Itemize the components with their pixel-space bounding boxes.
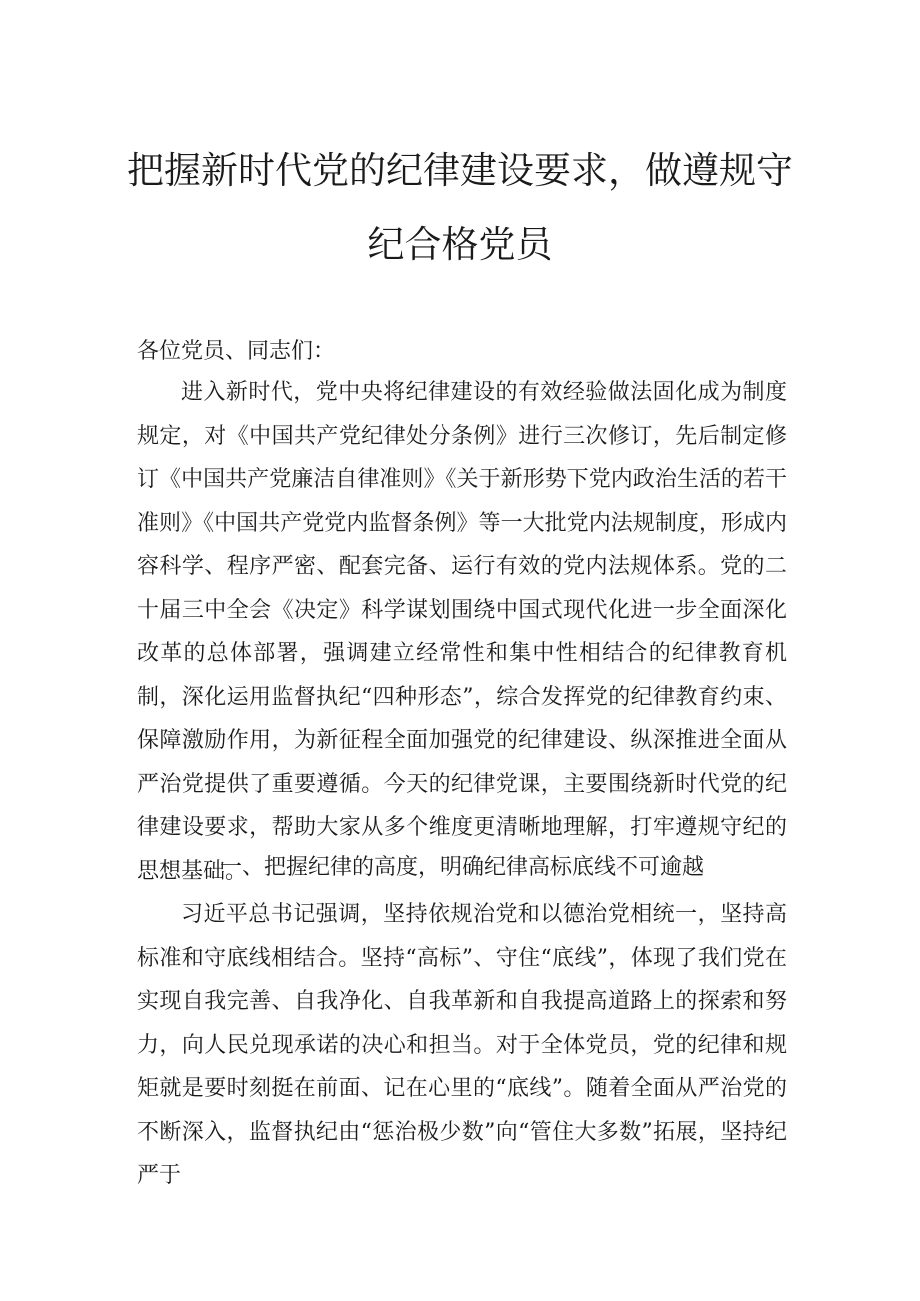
title-line-2: 纪合格党员 — [367, 223, 553, 266]
document-title — [100, 134, 820, 282]
paragraph-intro: 进入新时代，党中央将纪律建设的有效经验做法固化成为制度规定，对《中国共产党纪律处分条例》进行三次修订，先后制定修订《中国共产党廉洁自律准则》《关于新形势下党内政治生活的若干准则》《中国共产党党内监督条例》等一大批党内法规制度，形成内容科学、程序严密、配套完备、运行有效的党内法规体系。党的二十届三中全会《决定》科学谋划围绕中国式现代化进一步全面深化改革的总体部署，强调建立经常性和集中性相结合的纪律教育机制，深化运用监督执纪“四种形态”，综合发挥党的纪律教育约束、保障激励作用，为新征程全面加强党的纪律建设、纵深推进全面从严治党提供了重要遵循。今天的纪律党课，主要围绕新时代党的纪律建设要求，帮助大家从多个维度更清晰地理解，打牢遵规守纪的思想基础。 — [137, 380, 787, 884]
title-line-1: 把握新时代党的纪律建设要求，做遵规守 — [127, 149, 793, 192]
paragraph-section-1: 习近平总书记强调，坚持依规治党和以德治党相统一，坚持高标准和守底线相结合。坚持“高标”、守住“底线”，体现了我们党在实现自我完善、自我净化、自我革新和自我提高道路上的探索和努力，向人民兑现承诺的决心和担当。对于全体党员，党的纪律和规矩就是要时刻挺在前面、记在心里的“底线”。随着全面从严治党的不断深入，监督执纪由“惩治极少数”向“管住大多数”拓展，坚持纪严于 — [137, 902, 787, 1188]
salutation: 各位党员、同志们： — [137, 339, 336, 364]
section-heading-1: 一、把握纪律的高度，明确纪律高标底线不可逾越 — [219, 855, 704, 880]
